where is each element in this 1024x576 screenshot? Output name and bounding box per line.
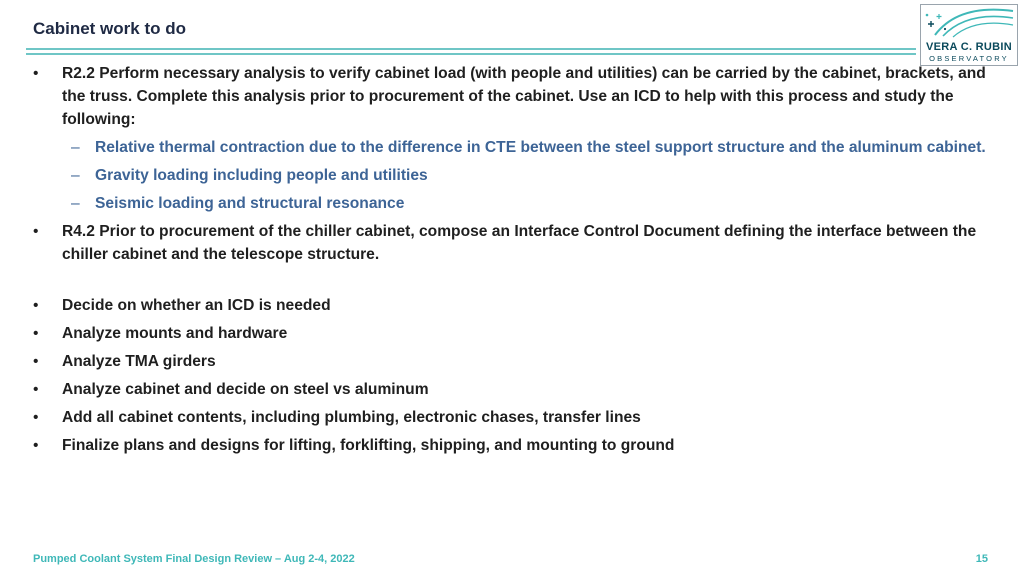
bullet-marker: • — [33, 437, 39, 454]
dash-marker: – — [71, 139, 80, 156]
bullet-text: Analyze cabinet and decide on steel vs aluminum — [62, 381, 429, 398]
bullet-marker: • — [33, 65, 39, 82]
bullet-item — [33, 406, 1003, 429]
bullet-item — [33, 62, 1003, 131]
dash-marker: – — [71, 195, 80, 212]
bullet-item — [33, 220, 1003, 266]
bullet-item — [33, 378, 1003, 401]
bullet-marker: • — [33, 223, 39, 240]
bullet-marker: • — [33, 381, 39, 398]
page-title: Cabinet work to do — [33, 19, 186, 38]
bullet-marker: • — [33, 409, 39, 426]
bullet-marker: • — [33, 297, 39, 314]
dash-marker: – — [71, 167, 80, 184]
slide-body — [33, 62, 1003, 462]
bullet-item — [33, 322, 1003, 345]
bullet-item — [33, 294, 1003, 317]
bullet-text: R4.2 Prior to procurement of the chiller cabinet, compose an Interface Control Document defining the interface between the chiller cabinet and the telescope structure. — [62, 223, 977, 263]
bullet-text: R2.2 Perform necessary analysis to verify cabinet load (with people and utilities) can be carried by the cabinet, brackets, and the truss. Complete this analysis prior to procurement of the cabinet. Use an ICD to help with this process and study the following: — [62, 65, 986, 128]
sub-bullet-text: Seismic loading and structural resonance — [95, 195, 405, 212]
bullet-marker: • — [33, 353, 39, 370]
sub-bullet-text: Relative thermal contraction due to the difference in CTE between the steel support structure and the aluminum cabinet. — [95, 139, 986, 156]
title-divider-bottom — [26, 53, 916, 55]
title-divider-top — [26, 48, 916, 50]
page-number: 15 — [975, 553, 988, 565]
sub-bullet-item — [33, 164, 1003, 187]
bullet-text: Finalize plans and designs for lifting, forklifting, shipping, and mounting to ground — [62, 437, 675, 454]
rubin-observatory-logo — [920, 4, 1018, 66]
bullet-marker: • — [33, 325, 39, 342]
sub-bullet-item — [33, 136, 1003, 159]
bullet-item — [33, 350, 1003, 373]
logo-subtitle: OBSERVATORY — [929, 54, 1009, 63]
bullet-text: Analyze mounts and hardware — [62, 325, 288, 342]
logo-swoosh-icon — [921, 5, 1017, 41]
footer-text: Pumped Coolant System Final Design Review – Aug 2-4, 2022 — [33, 553, 355, 565]
bullet-item — [33, 434, 1003, 457]
bullet-text: Analyze TMA girders — [62, 353, 216, 370]
logo-wordmark: VERA C. RUBIN — [926, 41, 1012, 53]
bullet-text: Decide on whether an ICD is needed — [62, 297, 331, 314]
bullet-text: Add all cabinet contents, including plumbing, electronic chases, transfer lines — [62, 409, 641, 426]
spacer — [33, 271, 1003, 294]
sub-bullet-item — [33, 192, 1003, 215]
sub-bullet-text: Gravity loading including people and utilities — [95, 167, 428, 184]
